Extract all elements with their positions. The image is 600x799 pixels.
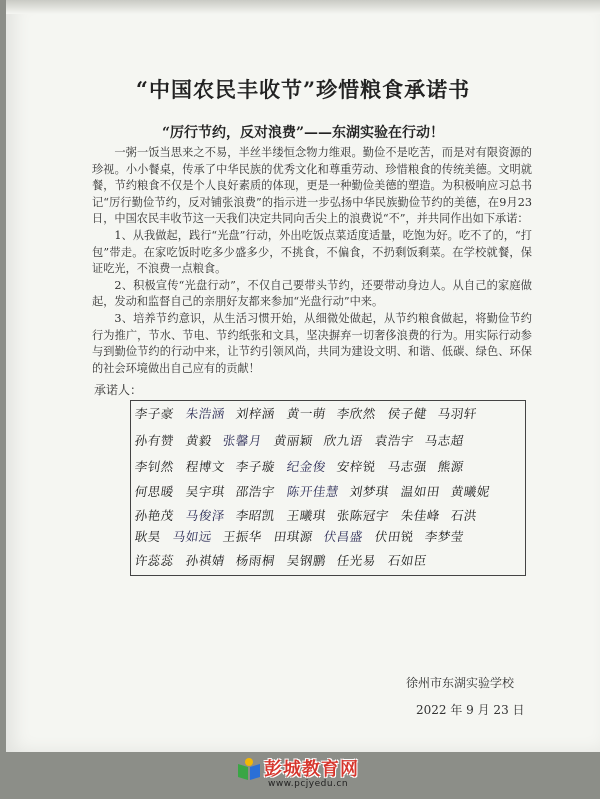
signature: 孙艳茂 (133, 508, 175, 523)
signature: 伏田锐 (373, 529, 415, 544)
signature-row (135, 457, 523, 479)
signature: 陈开佳慧 (285, 484, 340, 499)
signature-row (135, 527, 523, 549)
signature: 黄毅 (184, 433, 213, 448)
signature: 刘梦琪 (348, 484, 390, 499)
signature: 李昭凯 (234, 508, 276, 523)
signature: 伏昌盛 (322, 529, 364, 544)
intro-paragraph: 一粥一饭当思来之不易，半丝半缕恒念物力维艰。勤俭不是吃苦，而是对有限资源的珍视。小小餐桌，传承了中华民族的优秀文化和尊重劳动、珍惜粮食的传统美德。文明就餐，节约粮食不仅是个人良好素质的体现，更是一种勤俭美德的塑造。为积极响应习总书记“厉行勤俭节约，反对铺张浪费”的指示进一步弘扬中华民族勤俭节约的美德，在9月23日，中国农民丰收节这一天我们决定共同向舌尖上的浪费说“不”，并共同作出如下承诺： (92, 146, 532, 226)
signature: 李子豪 (133, 406, 175, 421)
school-name: 徐州市东湖实验学校 (406, 676, 515, 690)
signature: 李欣然 (335, 406, 377, 421)
signature-box (130, 400, 526, 576)
signature: 刘梓涵 (234, 406, 276, 421)
pledge-item-3: 3、培养节约意识，从生活习惯开始，从细微处做起，从节约粮食做起，将勤俭节约行为推广，节水、节电、节约纸张和文具，坚决摒弃一切奢侈浪费的行为。用实际行动参与到勤俭节约的行动中来，让节约引领风尚，共同为建设文明、和谐、低碳、绿色、环保的社会环境做出自己应有的贡献！ (92, 311, 532, 375)
signature: 邵浩宇 (234, 484, 276, 499)
signature: 熊源 (436, 459, 465, 474)
signature: 孙祺婧 (184, 553, 226, 568)
signature: 朱佳峰 (399, 508, 441, 523)
signature: 张馨月 (221, 433, 263, 448)
signature: 孙有赞 (133, 433, 175, 448)
signature: 李子璇 (234, 459, 276, 474)
signature: 温如田 (399, 484, 441, 499)
document-title: “中国农民丰收节”珍惜粮食承诺书 (135, 77, 471, 102)
signature: 李钊然 (133, 459, 175, 474)
signature: 张陈冠宇 (335, 508, 390, 523)
signature: 许蕊蕊 (133, 553, 175, 568)
signature: 李梦莹 (423, 529, 465, 544)
signature-row (135, 482, 523, 504)
document-date: 2022 年 9 月 23 日 (416, 703, 525, 717)
signature: 安梓锐 (335, 459, 377, 474)
signature: 黄丽颖 (272, 433, 314, 448)
signature: 田琪源 (272, 529, 314, 544)
signature: 侯子健 (386, 406, 428, 421)
signature: 马羽轩 (436, 406, 478, 421)
book-logo-icon (236, 756, 262, 782)
site-watermark (236, 756, 376, 796)
signature: 马志强 (386, 459, 428, 474)
signature: 黄一萌 (285, 406, 327, 421)
signature: 耿昊 (133, 529, 162, 544)
signature: 程博文 (184, 459, 226, 474)
pledge-item-1: 1、从我做起，践行“光盘”行动，外出吃饭点菜适度适量，吃饱为好。吃不了的，“打包”带走。在家吃饭时吃多少盛多少，不挑食，不偏食，不扔剩饭剩菜。在学校就餐，保证吃光，不浪费一点粮食。 (92, 228, 532, 276)
signature: 黄曦妮 (449, 484, 491, 499)
signers-label: 承诺人： (94, 383, 143, 397)
signature: 欣九语 (322, 433, 364, 448)
page-shadow (6, 0, 600, 14)
document-page (6, 0, 600, 752)
watermark-url: www.pcjyedu.cn (268, 779, 349, 789)
signature-row (135, 506, 523, 528)
signature: 石洪 (449, 508, 478, 523)
signature: 何思暖 (133, 484, 175, 499)
signature: 任光易 (335, 553, 377, 568)
signature: 杨雨桐 (234, 553, 276, 568)
signature: 吴钢鹏 (285, 553, 327, 568)
watermark-title: 彭城教育网 (264, 759, 359, 780)
signature: 马俊泽 (184, 508, 226, 523)
document-subtitle: “厉行节约，反对浪费”——东湖实验在行动！ (161, 125, 445, 141)
signature: 纪金俊 (285, 459, 327, 474)
signature: 王曦琪 (285, 508, 327, 523)
signature: 袁浩宇 (373, 433, 415, 448)
document-body (92, 145, 532, 377)
signature: 吴宇琪 (184, 484, 226, 499)
signature: 石如臣 (386, 553, 428, 568)
signature: 朱浩涵 (184, 406, 226, 421)
signature-row (135, 404, 523, 426)
pledge-item-2: 2、积极宣传“光盘行动”，不仅自己要带头节约，还要带动身边人。从自己的家庭做起，发动和监督自己的亲朋好友都来参加“光盘行动”中来。 (92, 278, 532, 309)
signature-row (135, 431, 523, 453)
signature-row (135, 551, 523, 573)
signature: 马如远 (171, 529, 213, 544)
signature: 王振华 (221, 529, 263, 544)
signature: 马志超 (423, 433, 465, 448)
